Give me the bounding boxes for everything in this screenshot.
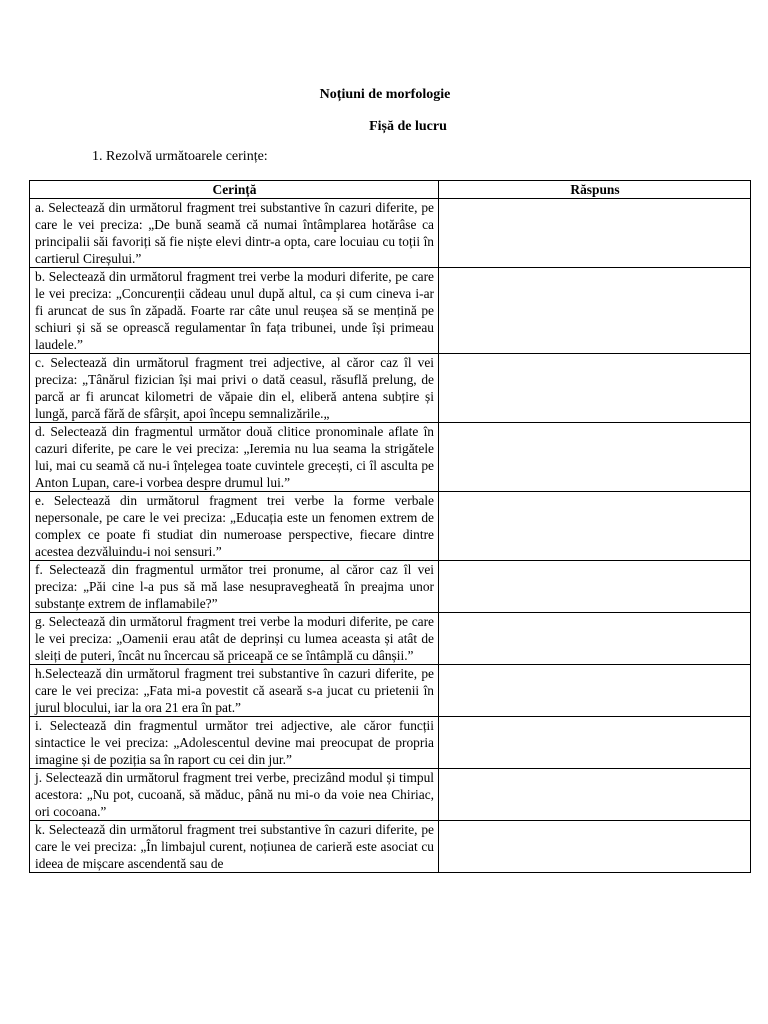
task-cell-b: b. Selectează din următorul fragment trei verbe la moduri diferite, pe care le vei preciza: „Concurenții cădeau unul după altul, ca și cum cineva i-ar fi aruncat de sus în zăpadă. Foarte rar câte unul reușea să se mențină pe schiuri și să se oprească regulamentar în fața tribunei, unde își primeau laudele.” — [30, 268, 439, 354]
task-cell-k: k. Selectează din următorul fragment trei substantive în cazuri diferite, pe care le vei preciza: „În limbajul curent, noțiunea de carieră este asociat cu ideea de mișcare ascendentă sau de — [30, 821, 439, 873]
answer-cell-f[interactable] — [439, 561, 751, 613]
table-row — [30, 769, 751, 821]
table-row — [30, 268, 751, 354]
table-row — [30, 613, 751, 665]
answer-cell-i[interactable] — [439, 717, 751, 769]
answer-cell-k[interactable] — [439, 821, 751, 873]
answer-cell-e[interactable] — [439, 492, 751, 561]
answer-cell-c[interactable] — [439, 354, 751, 423]
answer-column-header: Răspuns — [439, 181, 751, 199]
instruction-text: 1. Rezolvă următoarele cerințe: — [92, 149, 268, 164]
table-row — [30, 423, 751, 492]
answer-cell-d[interactable] — [439, 423, 751, 492]
table-row — [30, 561, 751, 613]
task-cell-a: a. Selectează din următorul fragment trei substantive în cazuri diferite, pe care le vei preciza: „De bună seamă că numai întâmplarea hotărâse ca principalii săi favoriți să fie niște elevi dintr-a opta, care locuiau cu toții în cartierul Cireșului.” — [30, 199, 439, 268]
table-row — [30, 821, 751, 873]
table-row — [30, 665, 751, 717]
task-column-header: Cerință — [30, 181, 439, 199]
table-row — [30, 354, 751, 423]
table-row — [30, 717, 751, 769]
answer-cell-g[interactable] — [439, 613, 751, 665]
task-cell-h: h.Selectează din următorul fragment trei substantive în cazuri diferite, pe care le vei preciza: „Fata mi-a povestit că aseară s-a jucat cu prietenii în jurul blocului, iar la ora 21 era în pat.” — [30, 665, 439, 717]
worksheet-table — [29, 180, 751, 873]
answer-cell-h[interactable] — [439, 665, 751, 717]
task-cell-i: i. Selectează din fragmentul următor trei adjective, ale căror funcții sintactice le vei preciza: „Adolescentul devine mai preocupat de propria imagine și de poziția sa în raport cu cei din jur.” — [30, 717, 439, 769]
page-title: Noțiuni de morfologie — [319, 87, 451, 102]
task-cell-j: j. Selectează din următorul fragment trei verbe, precizând modul și timpul acestora: „Nu pot, cucoană, să măduc, până nu mi-o da voie nea Chiriac, ori cocoana.” — [30, 769, 439, 821]
task-cell-g: g. Selectează din următorul fragment trei verbe la moduri diferite, pe care le vei preciza: „Oamenii erau atât de deprinși cu lumea aceasta și atât de sleiți de puteri, încât nu încercau să priceapă ce se întâmplă cu dânșii.” — [30, 613, 439, 665]
table-header-row — [30, 181, 751, 199]
task-cell-f: f. Selectează din fragmentul următor trei pronume, al căror caz îl vei preciza: „Păi cine l-a pus să mă lase nesupravegheată în preajma unor substanțe extrem de inflamabile?” — [30, 561, 439, 613]
answer-cell-a[interactable] — [439, 199, 751, 268]
task-cell-e: e. Selectează din următorul fragment trei verbe la forme verbale nepersonale, pe care le vei preciza: „Educația este un fenomen extrem de complex ce poate fi studiat din numeroase perspective, fiecare dintre acestea dezvăluindu-i noi sensuri.” — [30, 492, 439, 561]
answer-cell-b[interactable] — [439, 268, 751, 354]
table-row — [30, 492, 751, 561]
table-row — [30, 199, 751, 268]
task-cell-c: c. Selectează din următorul fragment trei adjective, al căror caz îl vei preciza: „Tânărul fizician își mai privi o dată ceasul, răsuflă prelung, de parcă ar fi aruncat kilometri de văpaie din el, eliberă antena subțire și lungă, parcă fără de sfârșit, apoi începu semnalizările.„ — [30, 354, 439, 423]
task-cell-d: d. Selectează din fragmentul următor două clitice pronominale aflate în cazuri diferite, pe care le vei preciza: „Ieremia nu lua seama la strigătele lui, mai cu seamă că nu-i înțelegea toate cuvintele grecești, ci îl asculta pe Anton Lupan, care-i vorbea despre drumul lui.” — [30, 423, 439, 492]
answer-cell-j[interactable] — [439, 769, 751, 821]
page-subtitle: Fișă de lucru — [369, 119, 447, 134]
